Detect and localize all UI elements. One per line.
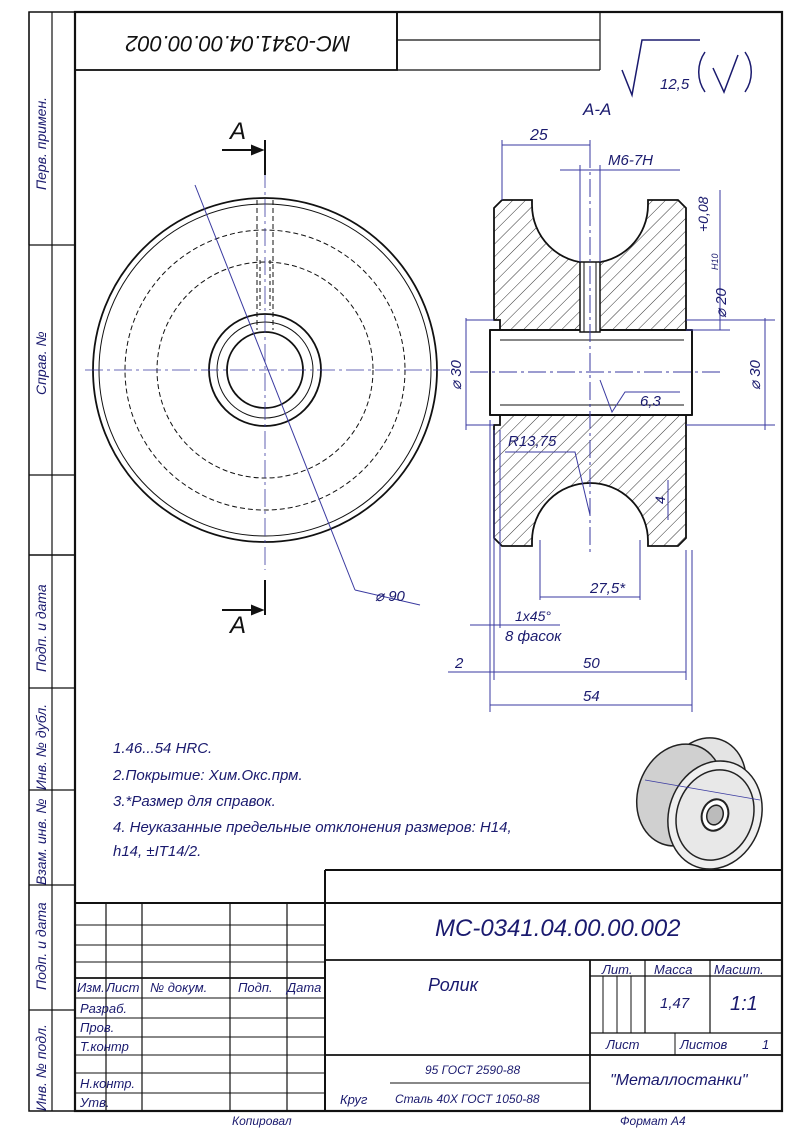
dim-dia-30-left: ⌀ 30	[448, 360, 465, 390]
side-label-vzam-inv: Взам. инв. №	[33, 798, 49, 885]
dim-dia-30-right: ⌀ 30	[747, 360, 764, 390]
side-label-podp-data-2: Подп. и дата	[33, 902, 49, 990]
col-data: Дата	[287, 980, 322, 995]
row-utv: Утв.	[80, 1095, 110, 1110]
row-tkontr: Т.контр	[80, 1039, 129, 1054]
section-label: А-А	[583, 100, 612, 119]
dim-bore-tolerance: +0,08	[695, 196, 711, 232]
dim-groove-275: 27,5*	[590, 580, 626, 597]
dim-roughness-63: 6,3	[640, 393, 661, 410]
dim-chamfer-count: 8 фасок	[505, 628, 562, 645]
side-label-sprav: Справ. №	[33, 331, 49, 395]
col-list: Лист	[106, 980, 140, 995]
dim-bore-dia: ⌀ 20	[713, 288, 730, 318]
note-4: 4. Неуказанные предельные отклонения размеров: Н14,	[113, 819, 512, 836]
organization: "Металлостанки"	[610, 1072, 748, 1089]
dim-dia-90: ⌀ 90	[375, 588, 405, 605]
side-label-podp-data-1: Подп. и дата	[33, 584, 49, 672]
row-razrab: Разраб.	[80, 1001, 128, 1016]
roller-3d-view	[623, 726, 777, 882]
note-3: 3.*Размер для справок.	[113, 793, 276, 810]
dim-depth-4: 4	[652, 496, 668, 504]
dim-bore-fit: Н10	[710, 253, 720, 270]
material-bottom: Сталь 40Х ГОСТ 1050-88	[395, 1092, 540, 1106]
note-1: 1.46...54 HRC.	[113, 740, 213, 757]
listov-value: 1	[762, 1037, 770, 1052]
dim-chamfer: 1x45°	[515, 608, 551, 624]
note-5: h14, ±IT14/2.	[113, 843, 202, 860]
roughness-value: 12,5	[660, 76, 690, 93]
side-label-perv-primen: Перв. примен.	[33, 96, 49, 190]
dim-radius: R13,75	[508, 433, 557, 450]
material-prefix: Круг	[340, 1092, 368, 1107]
massa-value: 1,47	[660, 995, 690, 1012]
lit-label: Лит.	[602, 962, 633, 977]
masshtab-value: 1:1	[730, 993, 758, 1015]
part-name: Ролик	[428, 975, 479, 995]
list-label: Лист	[606, 1037, 640, 1052]
col-podp: Подп.	[238, 980, 273, 995]
note-2: 2.Покрытие: Хим.Окс.прм.	[113, 767, 303, 784]
dim-thread: М6-7Н	[608, 152, 654, 169]
dim-25: 25	[530, 127, 548, 144]
kopiroval: Копировал	[232, 1114, 292, 1128]
col-doc: № докум.	[150, 980, 208, 995]
title-designation: МС-0341.04.00.00.002	[435, 915, 681, 942]
section-view	[490, 200, 692, 546]
row-nkontr: Н.контр.	[80, 1076, 136, 1091]
side-label-inv-dubl: Инв. № дубл.	[33, 703, 49, 790]
side-label-inv-podl: Инв. № подл.	[33, 1024, 49, 1111]
dim-50: 50	[583, 655, 600, 672]
format: Формат А4	[620, 1114, 686, 1128]
dim-54: 54	[583, 688, 600, 705]
material-top: 95 ГОСТ 2590-88	[425, 1063, 521, 1077]
masshtab-label: Масшт.	[714, 962, 764, 977]
section-mark-bottom: А	[230, 612, 247, 639]
section-mark-top: А	[230, 118, 247, 145]
row-prov: Пров.	[80, 1020, 115, 1035]
massa-label: Масса	[654, 962, 693, 977]
col-izm: Изм.	[77, 980, 105, 995]
front-view	[85, 170, 450, 605]
designation-rotated: МС-0341.04.00.00.002	[125, 31, 351, 56]
dim-2: 2	[455, 655, 464, 672]
listov-label: Листов	[680, 1037, 728, 1052]
